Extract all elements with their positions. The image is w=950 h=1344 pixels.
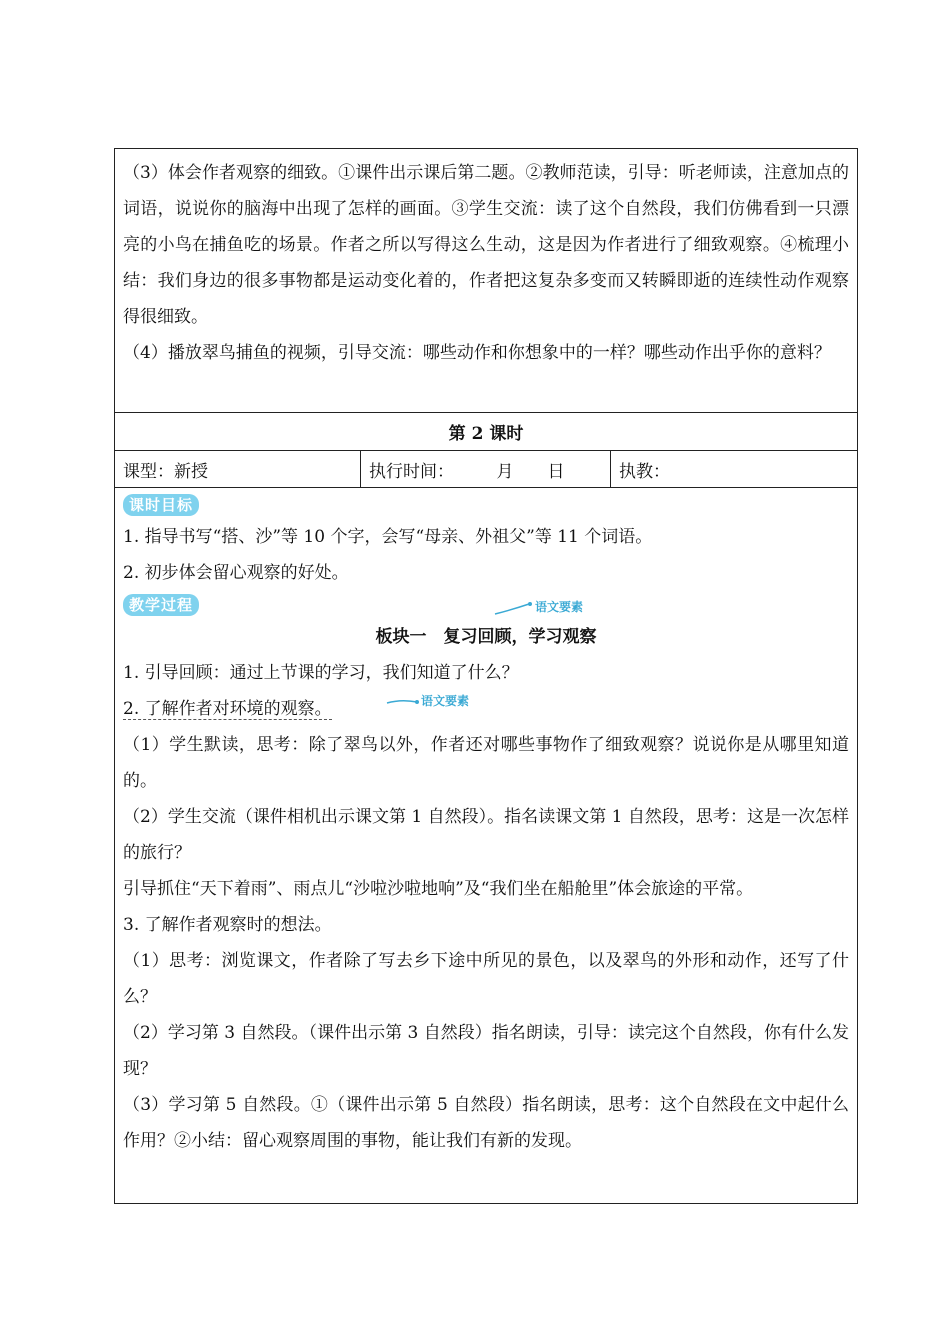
previous-lesson-cell bbox=[115, 149, 857, 413]
goals-badge: 课时目标 bbox=[123, 494, 199, 516]
annotation-label: 语文要素 bbox=[421, 694, 470, 708]
process-item: 3. 了解作者观察时的想法。 bbox=[123, 915, 332, 935]
execution-time: 执行时间： 月 日 bbox=[361, 451, 611, 487]
goal-item: 1. 指导书写“搭、沙”等 10 个字，会写“母亲、外祖父”等 11 个词语。 bbox=[123, 527, 653, 547]
lesson-plan-table bbox=[114, 148, 858, 1204]
lesson-body-cell bbox=[115, 488, 857, 1203]
annotation-tag bbox=[421, 691, 469, 711]
lesson-title: 第 2 课时 bbox=[115, 413, 857, 451]
process-item: （2）学习第 3 自然段。（课件出示第 3 自然段）指名朗读，引导：读完这个自然段，你有什么发现？ bbox=[123, 1023, 849, 1079]
goal-item: 2. 初步体会留心观察的好处。 bbox=[123, 563, 349, 583]
section-title: 板块一 复习回顾，学习观察 bbox=[375, 627, 597, 647]
process-item bbox=[123, 691, 849, 727]
process-item-text: 2. 了解作者对环境的观察。 bbox=[123, 699, 332, 719]
teacher: 执教： bbox=[619, 461, 670, 482]
annotation-curve-icon bbox=[493, 600, 533, 616]
annotation-tag bbox=[535, 598, 583, 615]
lesson-info-row bbox=[115, 451, 857, 488]
process-item: （1）思考：浏览课文，作者除了写去乡下途中所见的景色，以及翠鸟的外形和动作，还写了什么？ bbox=[123, 951, 849, 1007]
annotation-curve-icon bbox=[385, 697, 421, 707]
process-badge: 教学过程 bbox=[123, 594, 199, 616]
paragraph: （3）体会作者观察的细致。①课件出示课后第二题。②教师范读，引导：听老师读，注意加点的词语，说说你的脑海中出现了怎样的画面。③学生交流：读了这个自然段，我们仿佛看到一只漂亮的小鸟在捕鱼吃的场景。作者之所以写得这么生动，这是因为作者进行了细致观察。④梳理小结：我们身边的很多事物都是运动变化着的，作者把这复杂多变而又转瞬即逝的连续性动作观察得很细致。 bbox=[123, 163, 849, 327]
lesson-type: 课型：新授 bbox=[115, 451, 361, 487]
process-item: 引导抓住“天下着雨”、雨点儿“沙啦沙啦地响”及“我们坐在船舱里”体会旅途的平常。 bbox=[123, 879, 754, 899]
paragraph: （4）播放翠鸟捕鱼的视频，引导交流：哪些动作和你想象中的一样？哪些动作出乎你的意料？ bbox=[123, 343, 831, 363]
process-item: 1. 引导回顾：通过上节课的学习，我们知道了什么？ bbox=[123, 663, 519, 683]
process-item: （2）学生交流（课件相机出示课文第 1 自然段）。指名读课文第 1 自然段，思考：这是一次怎样的旅行？ bbox=[123, 807, 849, 863]
process-item: （3）学习第 5 自然段。①（课件出示第 5 自然段）指名朗读，思考：这个自然段在文中起什么作用？②小结：留心观察周围的事物，能让我们有新的发现。 bbox=[123, 1095, 849, 1151]
annotation-label: 语文要素 bbox=[535, 600, 584, 614]
process-item: （1）学生默读，思考：除了翠鸟以外，作者还对哪些事物作了细致观察？说说你是从哪里知道的。 bbox=[123, 735, 849, 791]
